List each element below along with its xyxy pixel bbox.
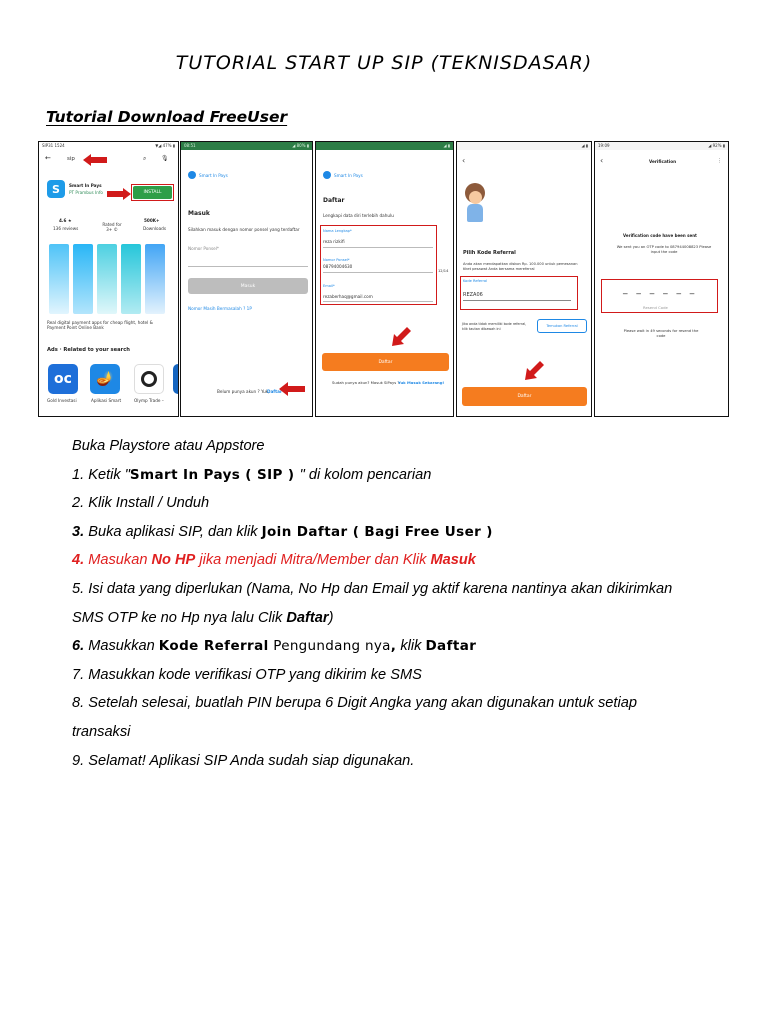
status-bar: SIP31 1524 [42,143,65,148]
screen-playstore: SIP31 1524 ▼◢ 47% ▮ ← sip ⌕ 🎙 S Smart In Pays PT Prambus Info INSTALL 4.6 ★ 136 reviews Rated for 3+ © 500K+ Downloads Real digital payment apps for cheap flight, hotel & Payment Point Online Bank Ads · Related to your search oc 🪔 Gold Investasi Aplikasi Smart Olymp Trade – [38,141,179,417]
red-arrow-icon [279,382,305,396]
register-link[interactable]: Daftar [267,389,283,394]
back-arrow-icon[interactable]: ← [45,154,51,162]
code-sent-body: We sent you an OTP code to 087944008823 Please input the code [616,245,712,254]
email-field-value[interactable]: rezaberhaq@gmail.com [323,294,373,299]
red-arrow-icon [523,360,545,382]
screen-register: ◢ ▮ Smart In Pays Daftar Lengkapi data diri terlebih dahulu Nama Lengkap* reza rizkifi Nomor Ponsel* 08794004630 12/14 Email* rezaberhaq@gmail.com Daftar Sudah punya akun? Masuk SIPays ? Yuk Masuk Sekarang! [315,141,454,417]
char-counter: 12/14 [438,269,449,273]
app-logo-icon: S [47,180,65,198]
login-prompt: Sudah punya akun? Masuk SIPays ? [332,380,400,385]
phone-field-label: Nomor Ponsel* [323,258,350,262]
status-bar: 19:09 [598,143,610,148]
step-8-cont: transaksi [72,723,131,740]
verification-heading: Verification [649,159,677,164]
login-link[interactable]: Yuk Masuk Sekarang! [398,380,445,385]
code-sent-title: Verification code have been sent [623,233,697,238]
register-heading: Daftar [323,197,345,204]
help-link[interactable]: Nomor Masih Bermasalah ? 1P [188,306,252,311]
app-description: Real digital payment apps for cheap flight, hotel & Payment Point Online Bank [47,320,153,330]
step-1: 1. Ketik "Smart In Pays ( SIP ) " di kolom pencarian [72,466,432,483]
referral-note: Jika anda tidak memiliki kode referral, klik tautan dibawah ini [462,322,527,331]
wait-message: Please wait in 49 seconds for resend the code [623,329,699,338]
email-field-label: Email* [323,284,335,288]
age-rating: Rated for 3+ © [102,222,122,232]
section-title: Tutorial Download FreeUser [46,108,288,126]
register-subtitle: Lengkapi data diri terlebih dahulu [323,213,394,218]
brand-logo-icon [188,171,196,179]
referral-field-label: Kode Referral [463,279,488,283]
screen-login: 08:51 ◢ 80% ▮ Smart In Pays Masuk Silahkan masuk dengan nomor ponsel yang terdaftar Nomor Ponsel* Masuk Nomor Masih Bermasalah ? 1P Belum punya akun ? Yuk, Daftar [180,141,313,417]
app-name: Smart In Pays [69,183,102,188]
screen-referral: ◢ ▮ ‹ Pilih Kode Referral Anda akan mendapatkan diskon Rp. 100.000 untuk pemesanan tiket pesawat Anda bersama mereferral Kode Referral REZA06 Jika anda tidak memiliki kode referral, klik tautan dibawah ini Temukan Referral Daftar [456,141,592,417]
highlight-box [131,184,174,201]
brand-name: Smart In Pays [334,173,363,178]
mic-icon[interactable]: 🎙 [161,155,169,162]
referral-field-value[interactable]: REZA06 [463,292,483,298]
related-app-name: Aplikasi Smart [91,398,122,403]
document-title: TUTORIAL START UP SIP (TEKNISDASAR) [175,52,593,74]
phone-field-label: Nomor Ponsel* [188,246,219,251]
step-6: 6. Masukkan Kode Referral Pengundang nya, klik Daftar [72,638,477,655]
step-5-cont: SMS OTP ke no Hp nya lalu Clik Daftar) [72,609,334,626]
search-icon[interactable]: ⌕ [143,155,147,162]
referral-subtitle: Anda akan mendapatkan diskon Rp. 100.000 untuk pemesanan tiket pesawat Anda bersama mereferral [463,262,578,271]
screen-verification: 19:09 ◢ 92% ▮ ‹ Verification ⋮ Verification code have been sent We sent you an OTP code to 087944008823 Please input the code _ _ _ _ _ _ Resend Code Please wait in 49 seconds for resend the code [594,141,729,417]
screenshot-thumb[interactable] [97,244,117,314]
step-intro: Buka Playstore atau Appstore [72,438,265,454]
related-app-name: Olymp Trade – [134,398,164,403]
related-app-name: Gold Investasi [47,398,77,403]
app-rating: 4.6 ★ [59,218,72,223]
brand-logo-icon [323,171,331,179]
red-arrow-icon [107,188,131,200]
name-field-label: Nama Lengkap* [323,229,352,233]
login-button[interactable]: Masuk [188,278,308,294]
step-8: 8. Setelah selesai, buatlah PIN berupa 6 Digit Angka yang akan digunakan untuk setiap [72,695,637,712]
screenshot-thumb[interactable] [145,244,165,314]
referral-heading: Pilih Kode Referral [463,250,516,256]
phone-input[interactable] [188,266,308,267]
find-referral-button[interactable]: Temukan Referral [537,319,587,333]
step-3: 3. Buka aplikasi SIP, dan klik Join Daftar ( Bagi Free User ) [72,523,493,540]
download-count: 500K+ [144,218,160,223]
register-button[interactable]: Daftar [462,387,587,406]
screenshot-thumb[interactable] [49,244,69,314]
app-icon[interactable] [134,364,164,394]
back-icon[interactable]: ‹ [462,156,466,165]
review-count: 136 reviews [53,226,79,231]
login-subtitle: Silahkan masuk dengan nomor ponsel yang terdaftar [188,227,300,232]
app-icon[interactable] [173,364,179,394]
search-query[interactable]: sip [67,156,75,162]
red-arrow-icon [83,154,107,166]
step-4: 4. Masukan No HP jika menjadi Mitra/Member dan Klik Masuk [72,552,476,569]
step-5: 5. Isi data yang diperlukan (Nama, No Hp dan Email yg aktif karena nantinya akan dikirimkan [72,580,673,597]
step-9: 9. Selamat! Aplikasi SIP Anda sudah siap digunakan. [72,752,415,769]
back-icon[interactable]: ‹ [600,156,604,165]
lamp-icon[interactable]: 🪔 [90,364,120,394]
step-2: 2. Klik Install / Unduh [72,495,210,512]
phone-field-value[interactable]: 08794004630 [323,264,353,269]
related-heading: Ads · Related to your search [47,347,130,353]
register-prompt: Belum punya akun ? Yuk, [217,389,270,394]
otp-input[interactable]: _ _ _ _ _ _ [623,285,698,295]
status-bar: 08:51 [184,143,196,148]
downloads-label: Downloads [143,226,166,231]
app-publisher: PT Prambus Info [69,190,103,195]
kebab-menu-icon[interactable]: ⋮ [717,158,722,164]
install-button[interactable]: INSTALL [133,186,172,199]
instruction-list [72,432,722,775]
register-button[interactable]: Daftar [322,353,449,371]
name-field-value[interactable]: reza rizkifi [323,239,345,244]
app-icon[interactable]: oc [48,364,78,394]
login-heading: Masuk [188,210,210,217]
resend-link[interactable]: Resend Code [643,305,668,310]
screenshot-thumb[interactable] [73,244,93,314]
step-7: 7. Masukkan kode verifikasi OTP yang dikirim ke SMS [72,666,422,683]
screenshot-thumb[interactable] [121,244,141,314]
red-arrow-icon [390,326,412,348]
brand-name: Smart In Pays [199,173,228,178]
